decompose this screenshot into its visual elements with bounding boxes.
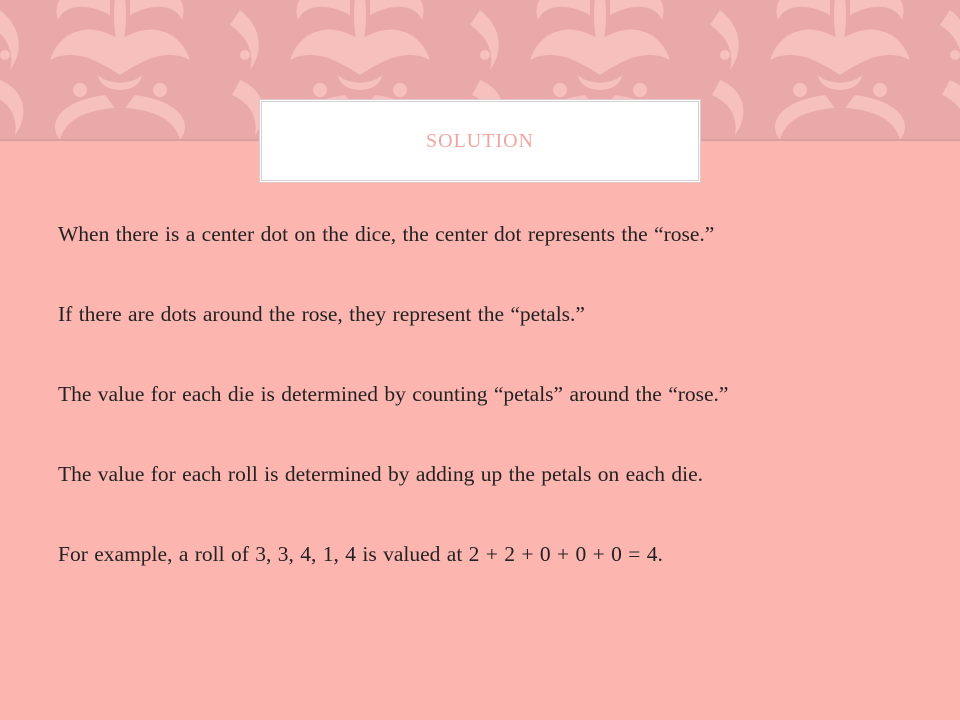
body-line-roll-value: The value for each roll is determined by adding up the petals on each die. (58, 462, 704, 486)
body-line-example: For example, a roll of 3, 3, 4, 1, 4 is valued at 2 + 2 + 0 + 0 + 0 = 4. (58, 542, 663, 566)
slide-title: SOLUTION (426, 129, 534, 152)
body-line-die-value: The value for each die is determined by counting “petals” around the “rose.” (58, 382, 729, 406)
body-line-rose: When there is a center dot on the dice, the center dot represents the “rose.” (58, 222, 715, 246)
body-line-petals: If there are dots around the rose, they represent the “petals.” (58, 302, 585, 326)
title-box (261, 101, 699, 181)
